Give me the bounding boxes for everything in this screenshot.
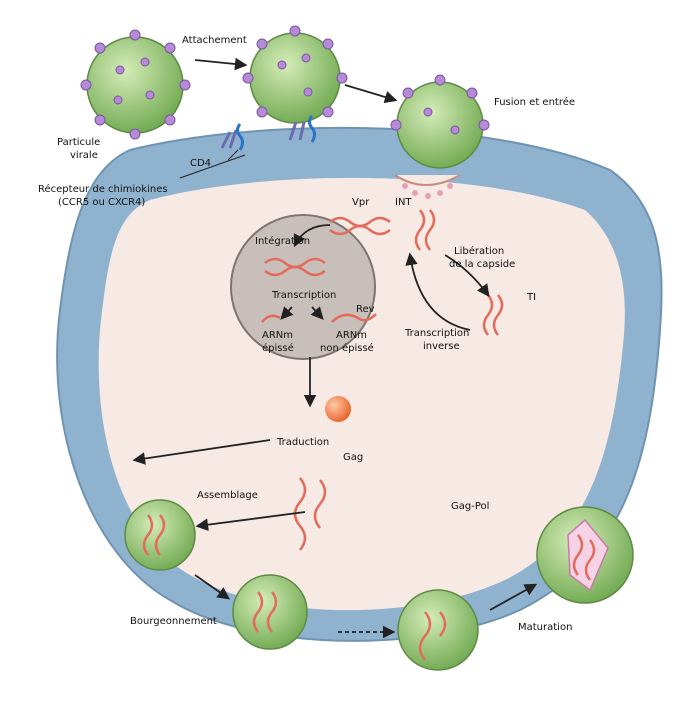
label-unspliced-1: ARNm bbox=[336, 330, 368, 341]
label-reverse-transcription-1: Transcription bbox=[405, 328, 470, 339]
budding-virion-1 bbox=[125, 500, 195, 570]
label-unspliced-2: non épissé bbox=[320, 343, 374, 354]
label-int: INT bbox=[395, 197, 412, 208]
arrow-attachment bbox=[195, 60, 245, 65]
label-maturation: Maturation bbox=[518, 622, 573, 633]
label-viral-particle-1: Particule bbox=[57, 137, 101, 148]
mature-virion bbox=[537, 507, 633, 603]
label-translation: Traduction bbox=[277, 437, 330, 448]
attaching-virus-icon bbox=[243, 26, 347, 123]
label-attachment: Attachement bbox=[182, 35, 247, 46]
label-chemokine-1: Récepteur de chimiokines bbox=[38, 184, 168, 195]
label-fusion-entry: Fusion et entrée bbox=[494, 97, 576, 108]
label-viral-particle-2: virale bbox=[70, 150, 98, 161]
label-integration: Intégration bbox=[255, 236, 311, 247]
viral-particle-icon bbox=[81, 30, 190, 139]
label-gag-pol: Gag-Pol bbox=[451, 501, 490, 512]
label-capsid-release-1: Libération bbox=[454, 246, 505, 257]
label-assembly: Assemblage bbox=[197, 490, 258, 501]
ribosome-icon bbox=[325, 396, 351, 422]
label-budding: Bourgeonnement bbox=[130, 616, 217, 627]
label-reverse-transcription-2: inverse bbox=[423, 341, 460, 352]
label-chemokine-2: (CCR5 ou CXCR4) bbox=[58, 197, 146, 208]
budding-virion-2 bbox=[233, 575, 307, 649]
label-capsid-release-2: de la capside bbox=[449, 259, 516, 270]
label-vpr: Vpr bbox=[352, 197, 370, 208]
label-spliced-2: épissé bbox=[262, 343, 294, 354]
label-rev: Rev bbox=[356, 304, 375, 315]
label-transcription: Transcription bbox=[272, 290, 337, 301]
label-gag: Gag bbox=[343, 452, 364, 463]
label-ti: TI bbox=[527, 292, 537, 303]
released-virion bbox=[398, 590, 478, 670]
label-spliced-1: ARNm bbox=[262, 330, 294, 341]
label-cd4: CD4 bbox=[190, 158, 212, 169]
arrow-fusion bbox=[345, 85, 395, 100]
